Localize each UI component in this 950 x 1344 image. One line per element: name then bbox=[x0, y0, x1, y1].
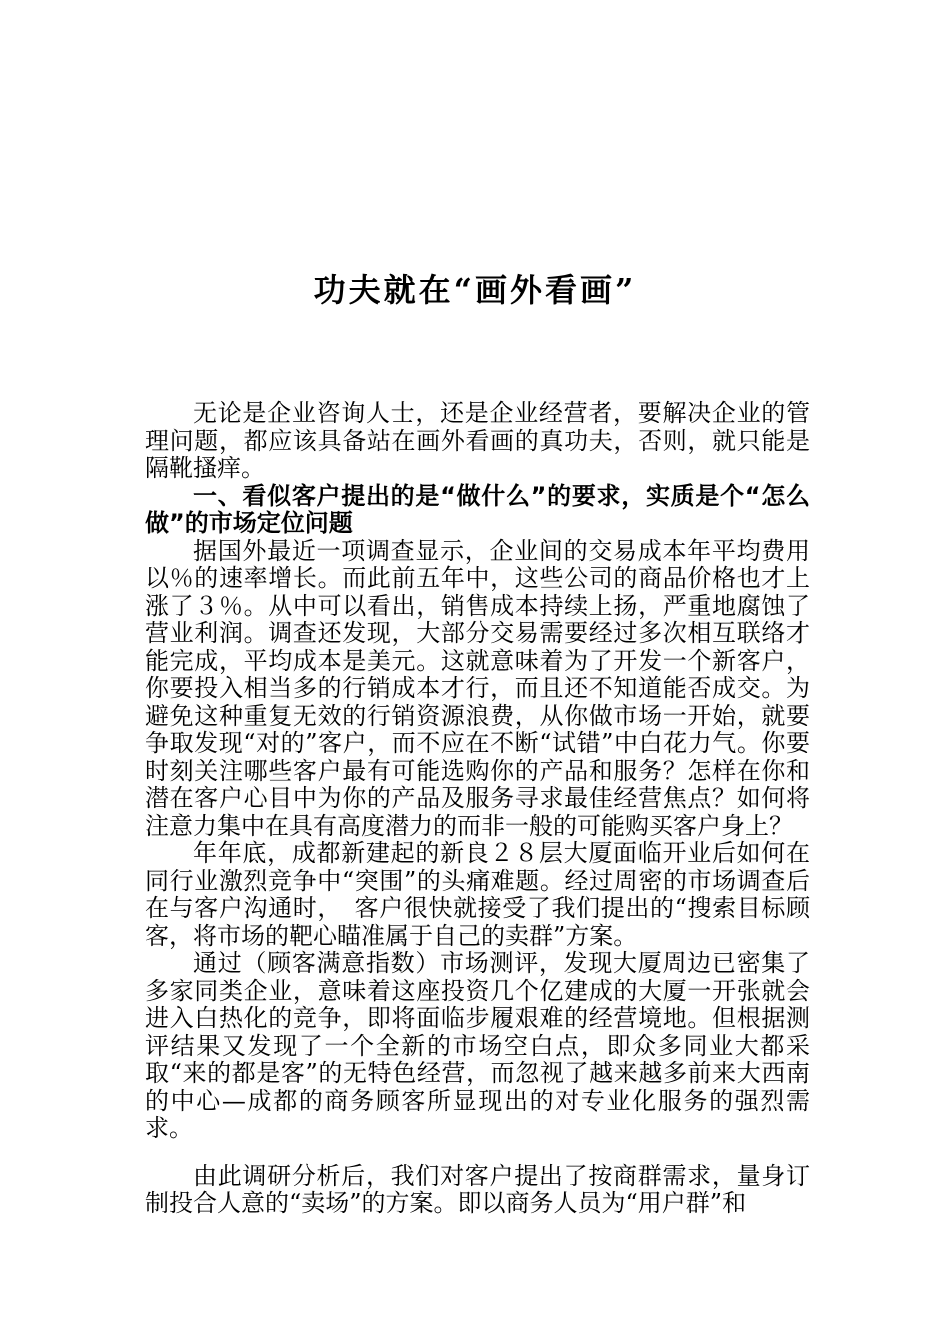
document-body bbox=[145, 400, 810, 1218]
body-paragraph: 通过（顾客满意指数）市场测评，发现大厦周边已密集了多家同类企业，意味着这座投资几个亿建成的大厦一开张就会进入白热化的竞争，即将面临步履艰难的经营境地。但根据测评结果又发现了一个全新的市场空白点，即众多同业大都采取“来的都是客”的无特色经营，而忽视了越来越多前来大西南的中心—成都的商务顾客所显现出的对专业化服务的强烈需求。 bbox=[145, 949, 810, 1142]
body-paragraph: 年年底，成都新建起的新良２８层大厦面临开业后如何在同行业激烈竞争中“突围”的头痛难题。经过周密的市场调查后在与客户沟通时， 客户很快就接受了我们提出的“搜索目标顾客，将市场的靶心瞄准属于自己的卖群”方案。 bbox=[145, 839, 810, 950]
body-paragraph: 据国外最近一项调查显示，企业间的交易成本年平均费用以％的速率增长。而此前五年中，这些公司的商品价格也才上涨了３％。从中可以看出，销售成本持续上扬，严重地腐蚀了营业利润。调查还发现，大部分交易需要经过多次相互联络才能完成，平均成本是美元。这就意味着为了开发一个新客户，你要投入相当多的行销成本才行，而且还不知道能否成交。为避免这种重复无效的行销资源浪费，从你做市场一开始，就要争取发现“对的”客户，而不应在不断“试错”中白花力气。你要时刻关注哪些客户最有可能选购你的产品和服务？怎样在你和潜在客户心目中为你的产品及服务寻求最佳经营焦点？如何将注意力集中在具有高度潜力的而非一般的可能购买客户身上？ bbox=[145, 536, 810, 840]
body-paragraph: 由此调研分析后，我们对客户提出了按商群需求，量身订制投合人意的“卖场”的方案。即以商务人员为“用户群”和 bbox=[145, 1161, 810, 1217]
document-title: 功夫就在“画外看画” bbox=[313, 271, 637, 309]
intro-paragraph: 无论是企业咨询人士，还是企业经营者，要解决企业的管理问题，都应该具备站在画外看画的真功夫，否则，就只能是隔靴搔痒。 bbox=[145, 399, 810, 482]
section-heading: 一、看似客户提出的是“做什么”的要求，实质是个“怎么做”的市场定位问题 bbox=[145, 481, 810, 537]
